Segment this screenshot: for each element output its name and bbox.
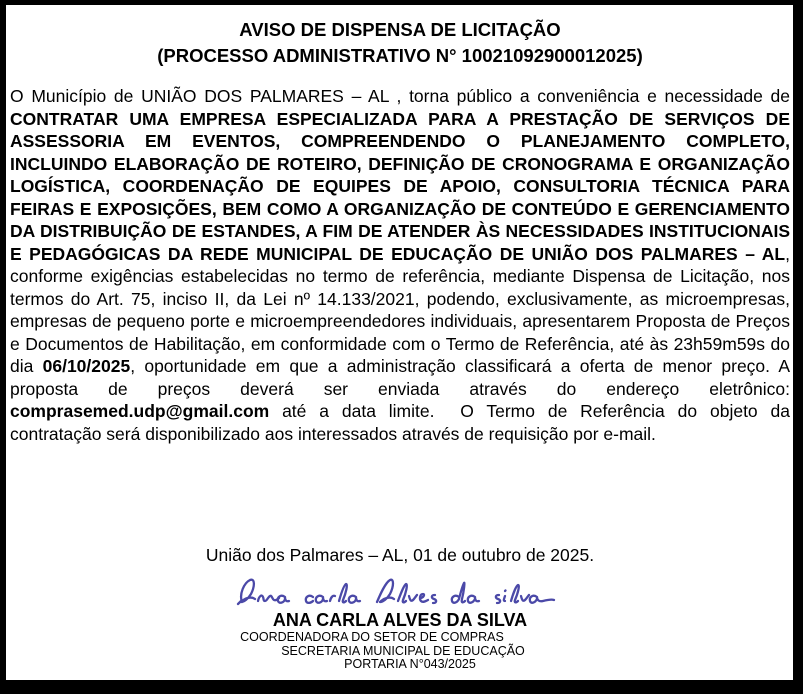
notice-body: O Município de UNIÃO DOS PALMARES – AL , torna público a conveniência e necessidade de CONTRATAR UMA EMPRESA ESPECIALIZADA PARA A PRESTAÇÃO DE SERVIÇOS DE ASSESSORIA EM EVENTOS, COMPREENDENDO O PLANEJAMENTO COMPLETO, INCLUINDO ELABORAÇÃO DE ROTEIRO, DEFINIÇÃO DE CRONOGRAMA E ORGANIZAÇÃO LOGÍSTICA, COORDENAÇÃO DE EQUIPES DE APOIO, CONSULTORIA TÉCNICA PARA FEIRAS E EXPOSIÇÕES, BEM COMO A ORGANIZAÇÃO DE CONTEÚDO E GERENCIAMENTO DA DISTRIBUIÇÃO DE ESTANDES, A FIM DE ATENDER ÀS NECESSIDADES INSTITUCIONAIS E PEDAGÓGICAS DA REDE MUNICIPAL DE EDUCAÇÃO DE UNIÃO DOS PALMARES – AL, conforme exigências estabelecidas no termo de referência, mediante Dispensa de Licitação, nos termos do Art. 75, inciso II, da Lei nº 14.133/2021, podendo, exclusivamente, as microempresas, empresas de pequeno porte e microempreendedores individuais, apresentarem Proposta de Preços e Documentos de Habilitação, em conformidade com o Termo de Referência, até às 23h59m59s do dia 06/10/2025, oportunidade em que a administração classificará a oferta de menor preço. A proposta de preços deverá ser enviada através do endereço eletrônico: comprasemed.udp@gmail.com até a data limite. O Termo de Referência do objeto da contratação será disponibilizado aos interessados através de requisição por e-mail. — [10, 86, 790, 444]
signature-block — [10, 574, 790, 672]
signatory-name: ANA CARLA ALVES DA SILVA — [272, 610, 528, 630]
signatory-ordinance: PORTARIA N°043/2025 — [344, 657, 476, 671]
title-line-2: (PROCESSO ADMINISTRATIVO N° 10021092900012025) — [157, 45, 643, 66]
date-line: União dos Palmares – AL, 01 de outubro de 2025. — [205, 545, 595, 565]
signatory-role: COORDENADORA DO SETOR DE COMPRAS — [240, 630, 504, 644]
handwritten-signature — [235, 574, 565, 608]
notice-document — [6, 5, 793, 680]
title-line-1: AVISO DE DISPENSA DE LICITAÇÃO — [239, 19, 561, 40]
document-title — [10, 17, 790, 69]
signatory-organization: SECRETARIA MUNICIPAL DE EDUCAÇÃO — [281, 643, 525, 658]
